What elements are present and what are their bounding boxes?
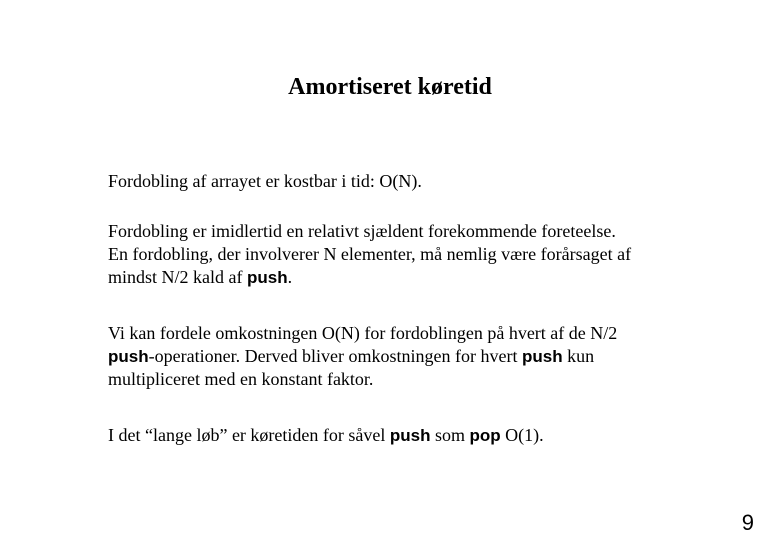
paragraph-line (108, 345, 728, 368)
keyword-push: push (108, 347, 149, 366)
paragraph-text: . (287, 267, 293, 287)
paragraph-doubling-cost (108, 170, 728, 193)
keyword-push: push (522, 347, 563, 366)
paragraph-text: Fordobling af arrayet er kostbar i tid: O(N). (108, 171, 422, 191)
paragraph-distribute-cost (108, 322, 728, 391)
paragraph-text: kun (562, 346, 595, 366)
paragraph-line: Vi kan fordele omkostningen O(N) for fordoblingen på hvert af de N/2 (108, 323, 618, 343)
keyword-push: push (389, 426, 431, 445)
paragraph-line (108, 266, 728, 289)
keyword-push: push (246, 268, 288, 287)
page-number: 9 (741, 510, 754, 535)
keyword-pop: pop (469, 426, 501, 445)
paragraph-line: En fordobling, der involverer N elementer, må nemlig være forårsaget af (108, 244, 632, 264)
paragraph-text: -operationer. Derved bliver omkostningen for hvert (148, 346, 522, 366)
paragraph-long-run (108, 424, 728, 447)
paragraph-text: mindst N/2 kald af (108, 267, 247, 287)
paragraph-text: O(1). (500, 425, 544, 445)
slide-title: Amortiseret køretid (288, 74, 492, 100)
paragraph-text: som (430, 425, 470, 445)
paragraph-doubling-rare (108, 220, 728, 289)
paragraph-text: I det “lange løb” er køretiden for såvel (108, 425, 390, 445)
paragraph-line: Fordobling er imidlertid en relativt sjældent forekommende foreteelse. (108, 221, 616, 241)
paragraph-line: multipliceret med en konstant faktor. (108, 369, 374, 389)
